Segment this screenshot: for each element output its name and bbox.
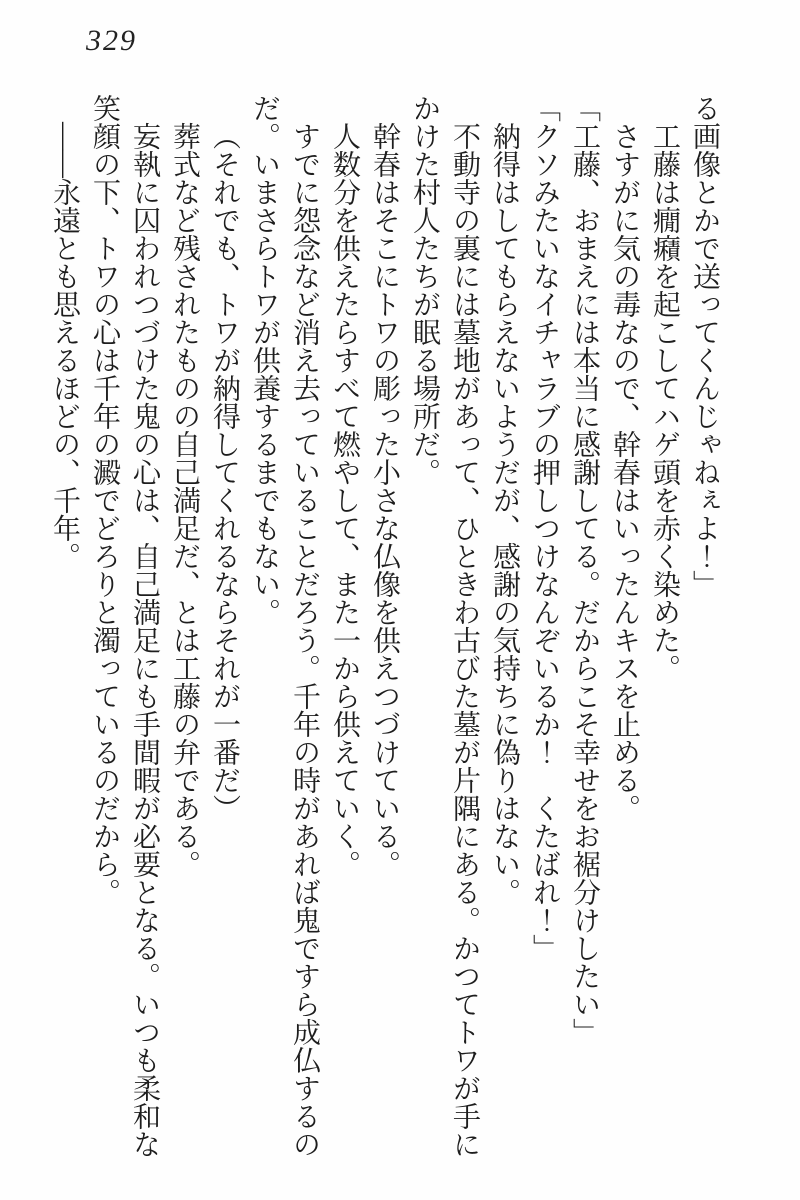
paragraph-narration: 不動寺の裏には墓地があって、ひときわ古びた墓が片隅にある。かつてトワが手にかけた村人たちが眠る場所だ。: [409, 94, 480, 1158]
paragraph-narration: 人数分を供えたらすべて燃やして、また一から供えていく。: [329, 122, 360, 878]
paragraph-narration: すでに怨念など消え去っていることだろう。千年の時があれば鬼ですら成仏するのだ。いまさらトワが供養するまでもない。: [249, 94, 320, 1158]
paragraph-dialogue: 「工藤、おまえには本当に感謝してる。だからこそ幸せをお裾分けしたい」: [569, 94, 600, 1046]
paragraph-narration: さすがに気の毒なので、幹春はいったんキスを止める。: [609, 122, 640, 822]
paragraph-narration: 納得はしてもらえないようだが、感謝の気持ちに偽りはない。: [489, 122, 520, 906]
paragraph-narration: 工藤は癇癪を起こしてハゲ頭を赤く染めた。: [649, 122, 680, 682]
paragraph-closing-line: ――永遠とも思えるほどの、千年。: [49, 122, 80, 570]
paragraph-dialogue-continuation: る画像とかで送ってくんじゃねぇよ！」: [689, 94, 720, 598]
paragraph-inner-thought: （それでも、トワが納得してくれるならそれが一番だ）: [209, 122, 240, 822]
paragraph-narration: 幹春はそこにトワの彫った小さな仏像を供えつづけている。: [369, 122, 400, 878]
novel-text-block: [44, 94, 724, 1158]
paragraph-narration: 妄執に囚われつづけた鬼の心は、自己満足にも手間暇が必要となる。いつも柔和な笑顔の下、トワの心は千年の澱でどろりと濁っているのだから。: [89, 94, 160, 1158]
paragraph-narration: 葬式など残されたものの自己満足だ、とは工藤の弁である。: [169, 122, 200, 878]
paragraph-dialogue: 「クソみたいなイチャラブの押しつけなんぞいるか！ くたばれ！」: [529, 94, 560, 962]
page-number: 329: [86, 24, 137, 57]
